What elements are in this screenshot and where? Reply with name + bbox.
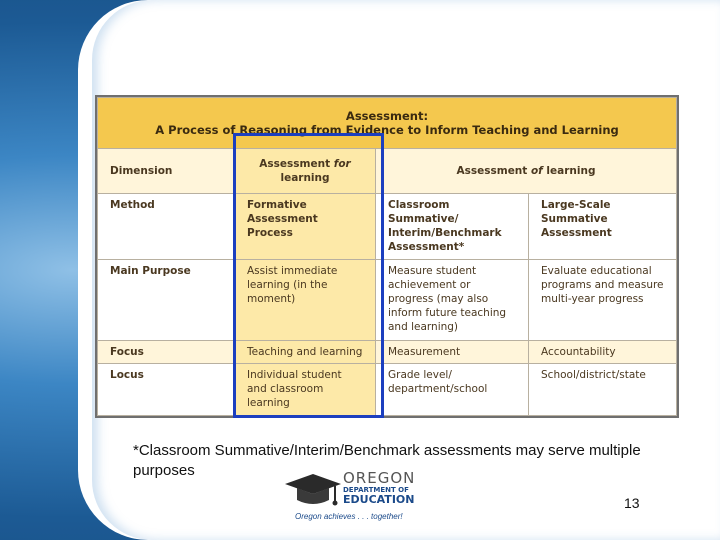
cell-classroom-focus: Measurement: [376, 340, 529, 363]
row-label-method: Method: [98, 194, 235, 260]
header-assessment-for-learning: Assessment for learning: [235, 149, 376, 194]
cell-afl-method: Formative Assessment Process: [235, 194, 376, 260]
header-dimension: Dimension: [98, 149, 235, 194]
logo-department: DEPARTMENT OF: [343, 486, 409, 494]
assessment-table: [95, 95, 679, 418]
row-label-focus: Focus: [98, 340, 235, 363]
table-title: [98, 98, 677, 149]
page-number: 13: [624, 495, 640, 511]
logo-tagline: Oregon achieves . . . together!: [295, 512, 403, 521]
row-label-locus: Locus: [98, 364, 235, 416]
footnote: *Classroom Summative/Interim/Benchmark assessments may serve multiple purposes: [133, 442, 641, 479]
table-row: [98, 194, 677, 260]
table-row: [98, 260, 677, 340]
cell-classroom-locus: Grade level/ department/school: [376, 364, 529, 416]
header-assessment-of-learning: Assessment of learning: [376, 149, 677, 194]
table-title-line1: Assessment:: [345, 109, 429, 123]
cell-largescale-method: Large-Scale Summative Assessment: [529, 194, 677, 260]
logo-oregon: OREGON: [343, 469, 416, 487]
cell-afl-purpose: Assist immediate learning (in the moment): [235, 260, 376, 340]
cell-largescale-purpose: Evaluate educational programs and measure multi-year progress: [529, 260, 677, 340]
cell-classroom-method: Classroom Summative/ Interim/Benchmark Assessment*: [376, 194, 529, 260]
cell-afl-locus: Individual student and classroom learning: [235, 364, 376, 416]
graduation-cap-icon: [283, 468, 343, 512]
cell-classroom-purpose: Measure student achievement or progress (may also inform future teaching and learning): [376, 260, 529, 340]
table-row: [98, 364, 677, 416]
cell-afl-focus: Teaching and learning: [235, 340, 376, 363]
cell-largescale-locus: School/district/state: [529, 364, 677, 416]
row-label-main-purpose: Main Purpose: [98, 260, 235, 340]
cell-largescale-focus: Accountability: [529, 340, 677, 363]
table-title-line2: A Process of Reasoning from Evidence to Inform Teaching and Learning: [155, 123, 619, 137]
table-row: [98, 340, 677, 363]
oregon-education-logo: [283, 468, 423, 524]
logo-education: EDUCATION: [343, 493, 415, 506]
